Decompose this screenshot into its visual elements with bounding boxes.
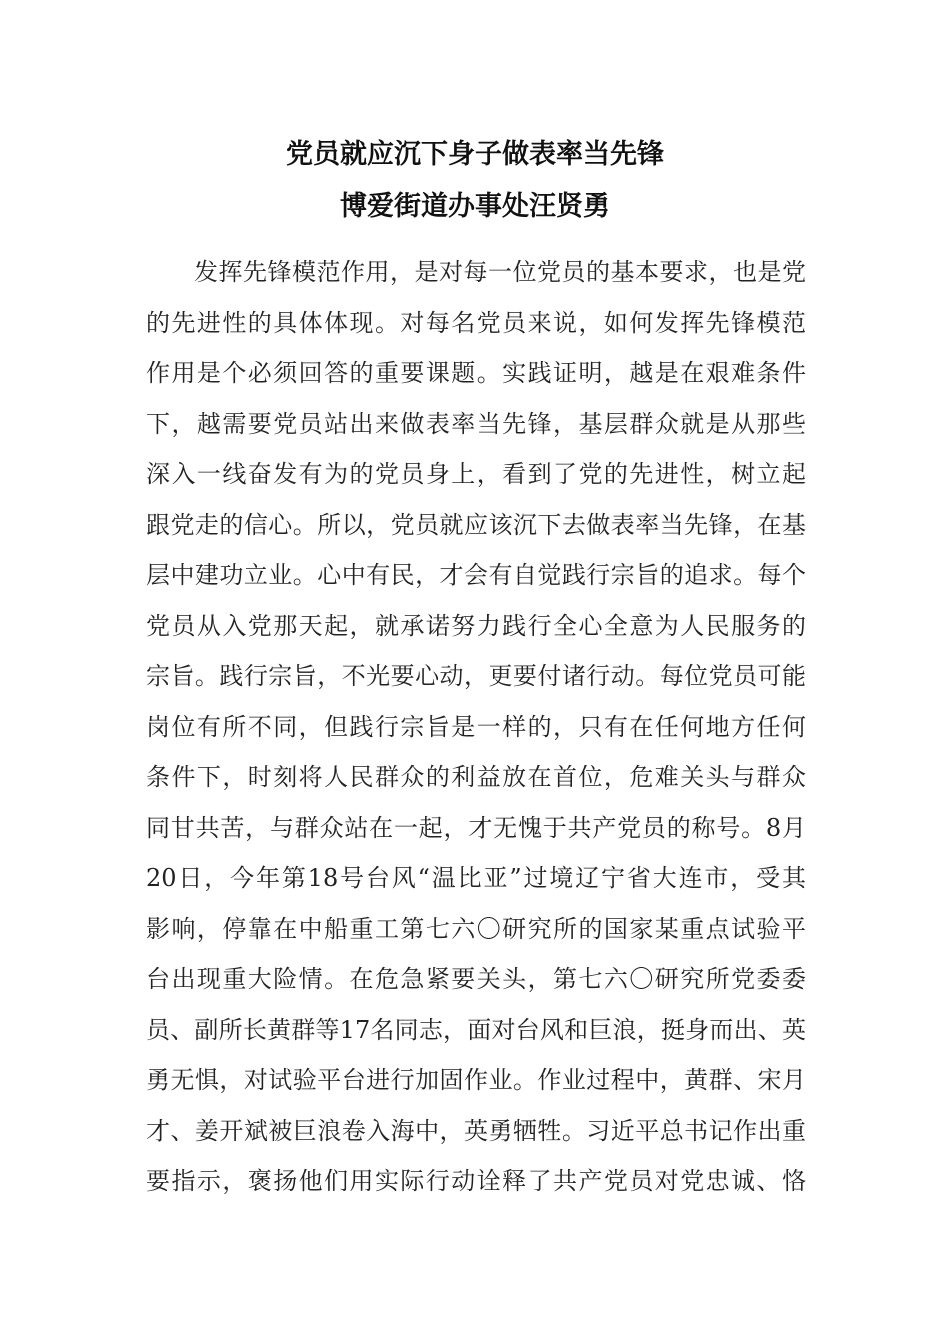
paragraph-line: 台出现重大险情。在危急紧要关头，第七六〇研究所党委委 — [146, 965, 806, 993]
paragraph-line: 条件下，时刻将人民群众的利益放在首位，危难关头与群众 — [146, 763, 806, 791]
paragraph-line: 党员从入党那天起，就承诺努力践行全心全意为人民服务的 — [146, 611, 806, 640]
paragraph-line: 发挥先锋模范作用，是对每一位党员的基本要求，也是党 — [194, 258, 806, 286]
paragraph-line: 才、姜开斌被巨浪卷入海中，英勇牺牲。习近平总书记作出重 — [146, 1116, 806, 1145]
document-title: 党员就应沉下身子做表率当先锋 — [286, 139, 664, 170]
paragraph-line: 层中建功立业。心中有民，才会有自觉践行宗旨的追求。每个 — [146, 561, 806, 589]
body-paragraph — [146, 247, 806, 1207]
paragraph-line: 20日，今年第18号台风“温比亚”过境辽宁省大连市，受其 — [146, 864, 806, 892]
paragraph-line: 跟党走的信心。所以，党员就应该沉下去做表率当先锋，在基 — [146, 510, 806, 539]
paragraph-line: 要指示，褒扬他们用实际行动诠释了共产党员对党忠诚、恪 — [146, 1167, 806, 1195]
paragraph-line: 深入一线奋发有为的党员身上，看到了党的先进性，树立起 — [146, 460, 806, 488]
paragraph-line: 的先进性的具体体现。对每名党员来说，如何发挥先锋模范 — [146, 308, 806, 337]
paragraph-line: 作用是个必须回答的重要课题。实践证明，越是在艰难条件 — [146, 359, 806, 387]
paragraph-line: 勇无惧，对试验平台进行加固作业。作业过程中，黄群、宋月 — [146, 1066, 806, 1094]
paragraph-line: 影响，停靠在中船重工第七六〇研究所的国家某重点试验平 — [146, 914, 806, 943]
paragraph-line: 岗位有所不同，但践行宗旨是一样的，只有在任何地方任何 — [146, 712, 806, 741]
document-author: 博爱街道办事处汪贤勇 — [340, 191, 610, 222]
paragraph-line: 宗旨。践行宗旨，不光要心动，更要付诸行动。每位党员可能 — [146, 662, 806, 690]
paragraph-line: 员、副所长黄群等17名同志，面对台风和巨浪，挺身而出、英 — [146, 1015, 806, 1044]
paragraph-line: 下，越需要党员站出来做表率当先锋，基层群众就是从那些 — [146, 409, 806, 438]
paragraph-line: 同甘共苦，与群众站在一起，才无愧于共产党员的称号。8月 — [146, 813, 806, 842]
